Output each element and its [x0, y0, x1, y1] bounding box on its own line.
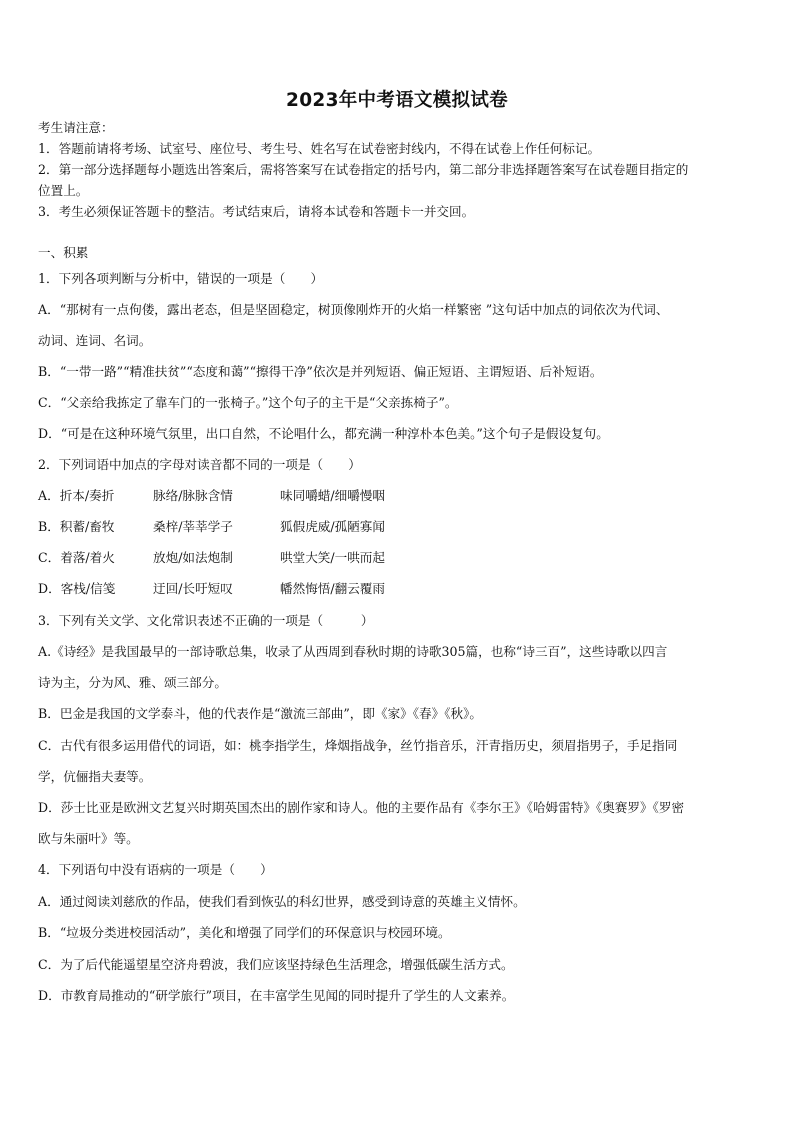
q2-option-a-col3: 味同嚼蜡/细嚼慢咽	[280, 488, 385, 503]
q2-option-a-col1: A．折本/奏折	[38, 488, 115, 503]
q4-stem: 4．下列语句中没有语病的一项是（ ）	[38, 862, 273, 877]
q3-option-d-cont: 欧与朱丽叶》等。	[38, 831, 139, 846]
q1-stem: 1．下列各项判断与分析中，错误的一项是（ ）	[38, 271, 324, 286]
q4-option-a: A．通过阅读刘慈欣的作品，使我们看到恢弘的科幻世界，感受到诗意的英雄主义情怀。	[38, 894, 526, 909]
page-title: 2023年中考语文模拟试卷	[286, 90, 508, 111]
q3-option-d: D．莎士比亚是欧洲文艺复兴时期英国杰出的剧作家和诗人。他的主要作品有《李尔王》《哈姆雷特》《奥赛罗》《罗密	[38, 800, 685, 815]
q2-option-d-col2: 迂回/长吁短叹	[153, 581, 233, 596]
q4-option-b: B．“垃圾分类进校园活动”，美化和增强了同学们的环保意识与校园环境。	[38, 925, 451, 940]
q4-option-c: C．为了后代能遥望星空济舟碧波，我们应该坚持绿色生活理念，增强低碳生活方式。	[38, 957, 514, 972]
q4-option-d: D．市教育局推动的“研学旅行”项目，在丰富学生见闻的同时提升了学生的人文素养。	[38, 988, 515, 1003]
q1-option-a-cont: 动词、连词、名词。	[38, 333, 152, 348]
q2-option-c-col2: 放炮/如法炮制	[153, 550, 233, 565]
q3-option-b: B．巴金是我国的文学泰斗，他的代表作是“激流三部曲”，即《家》《春》《秋》。	[38, 706, 483, 721]
notice-item-2-cont: 位置上。	[38, 183, 89, 198]
q3-option-a-cont: 诗为主，分为风、雅、颂三部分。	[38, 675, 227, 690]
q1-option-a: A．“那树有一点佝偻，露出老态，但是坚固稳定，树顶像刚炸开的火焰一样繁密 ”这句话中加点的词依次为代词、	[38, 302, 669, 317]
q1-option-d: D．“可是在这种环境气氛里，出口自然，不论唱什么，都充满一种淳朴本色美。”这个句子是假设复句。	[38, 426, 609, 441]
section-heading: 一、积累	[38, 245, 89, 260]
q2-option-a-col2: 脉络/脉脉含情	[153, 488, 233, 503]
q2-option-c-col3: 哄堂大笑/一哄而起	[280, 550, 385, 565]
q2-option-b-col1: B．积蓄/畜牧	[38, 519, 115, 534]
q2-option-d-col1: D．客栈/信笺	[38, 581, 116, 596]
notice-item-2: 2．第一部分选择题每小题选出答案后，需将答案写在试卷指定的括号内，第二部分非选择题答案写在试卷题目指定的	[38, 162, 689, 177]
q1-option-b: B．“一带一路”“精准扶贫”“态度和蔼”“擦得干净”依次是并列短语、偏正短语、主谓短语、后补短语。	[38, 364, 603, 379]
notice-heading: 考生请注意：	[38, 120, 114, 135]
q2-stem: 2．下列词语中加点的字母对读音都不同的一项是（ ）	[38, 457, 361, 472]
notice-item-1: 1．答题前请将考场、试室号、座位号、考生号、姓名写在试卷密封线内，不得在试卷上作任何标记。	[38, 141, 601, 156]
q2-option-d-col3: 幡然悔悟/翻云覆雨	[280, 581, 385, 596]
q1-option-c: C．“父亲给我拣定了靠车门的一张椅子。”这个句子的主干是“父亲拣椅子”。	[38, 395, 458, 410]
q2-option-c-col1: C．着落/着火	[38, 550, 115, 565]
q2-option-b-col3: 狐假虎威/孤陋寡闻	[280, 519, 385, 534]
q2-option-b-col2: 桑梓/莘莘学子	[153, 519, 233, 534]
q3-stem: 3．下列有关文学、文化常识表述不正确的一项是（ ）	[38, 613, 374, 628]
q3-option-a: A.《诗经》是我国最早的一部诗歌总集，收录了从西周到春秋时期的诗歌305篇，也称“诗三百”，这些诗歌以四言	[38, 644, 668, 659]
q3-option-c: C．古代有很多运用借代的词语，如：桃李指学生，烽烟指战争，丝竹指音乐，汗青指历史，须眉指男子，手足指同	[38, 738, 678, 753]
notice-item-3: 3．考生必须保证答题卡的整洁。考试结束后，请将本试卷和答题卡一并交回。	[38, 204, 475, 219]
q3-option-c-cont: 学，伉俪指夫妻等。	[38, 769, 152, 784]
